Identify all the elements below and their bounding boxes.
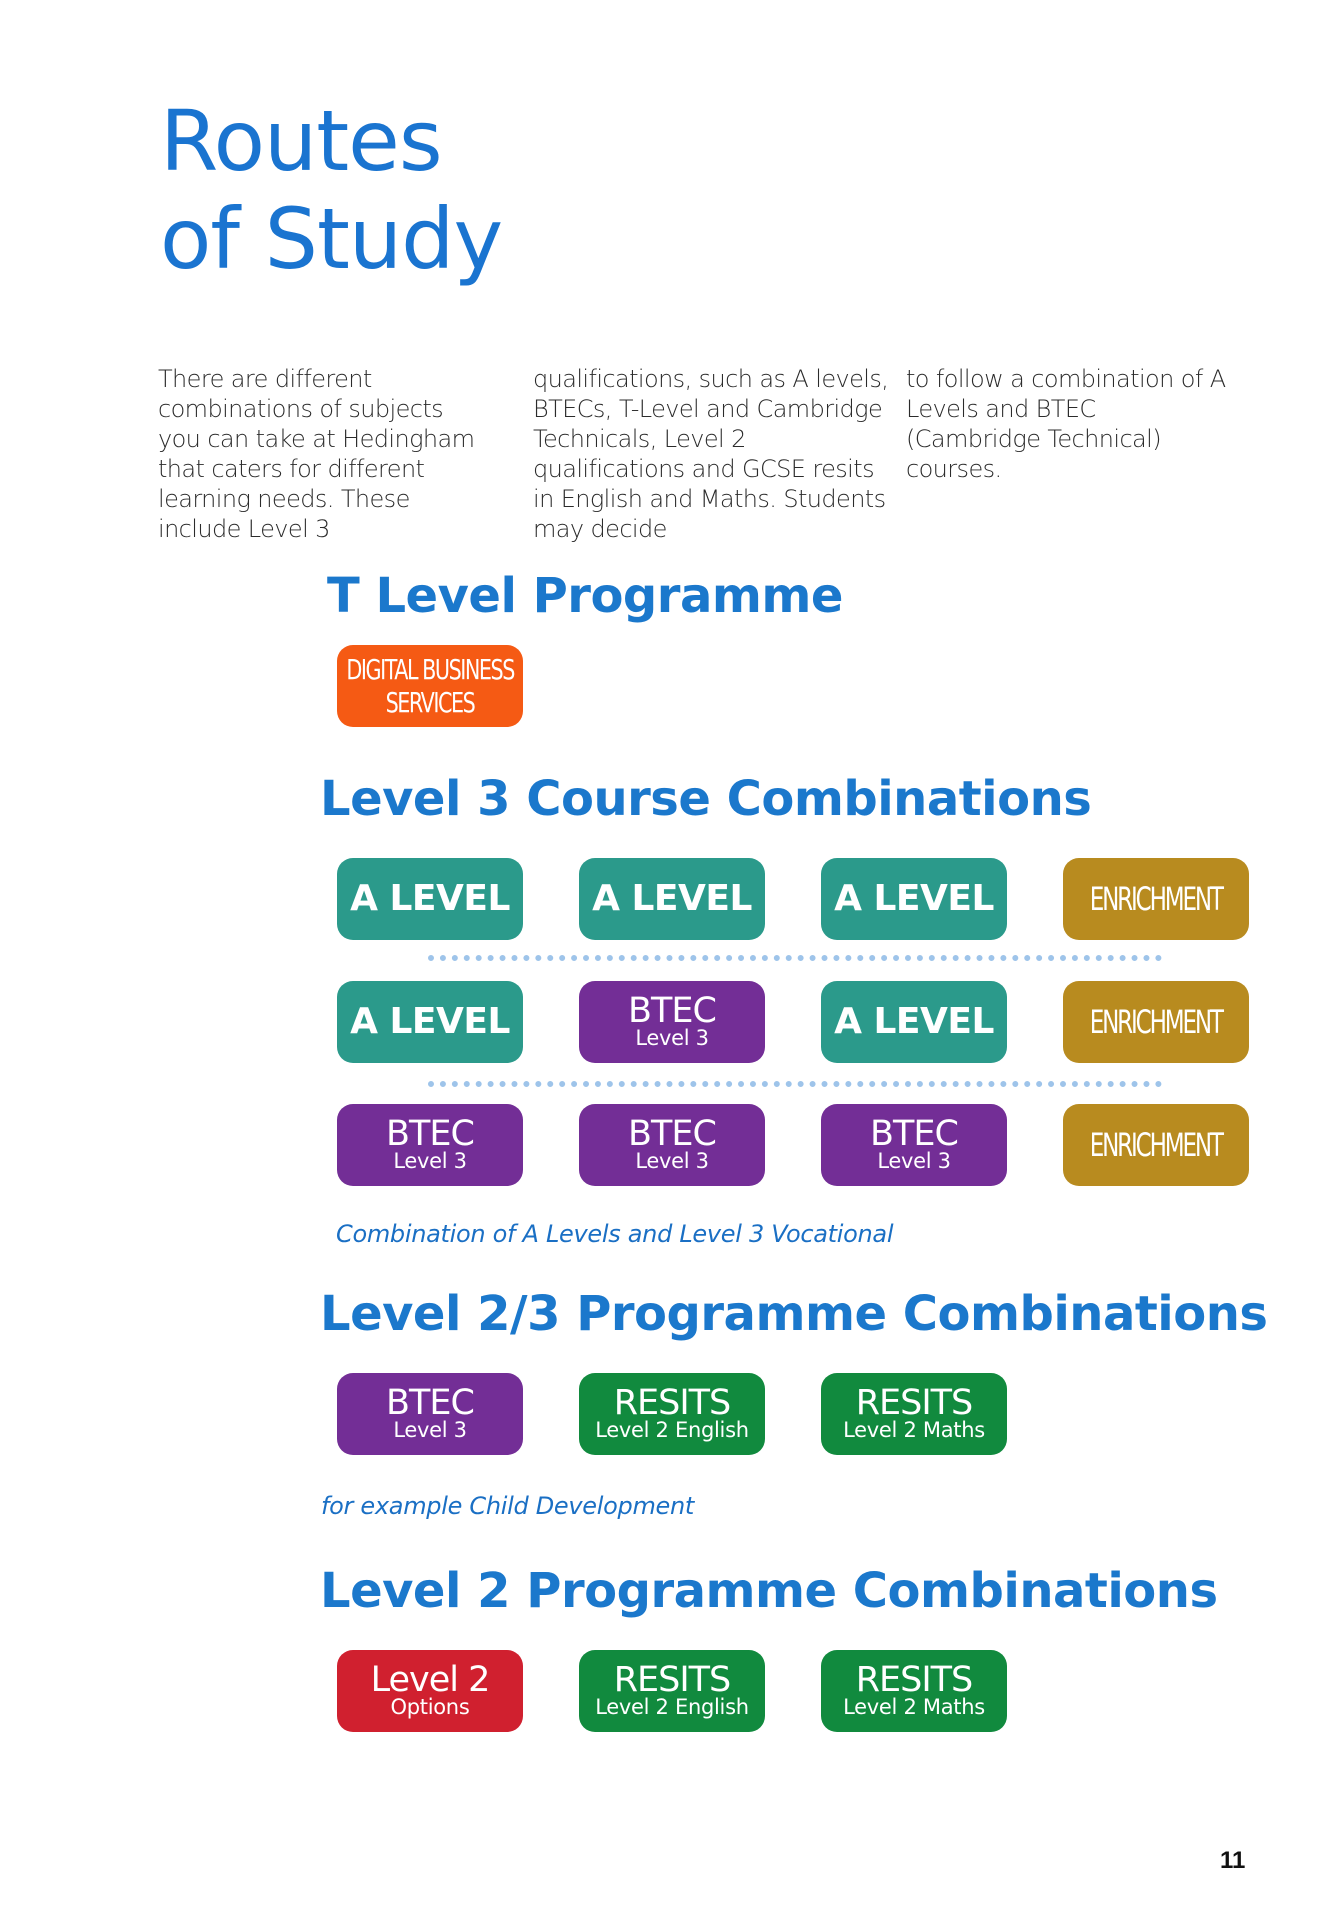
level-2-3-heading: Level 2/3 Programme Combinations [320, 1286, 1268, 1342]
row-divider [428, 955, 1162, 961]
pill-sublabel: Level 3 [635, 1149, 709, 1173]
pill-label-line-1: DIGITAL BUSINESS [346, 653, 514, 686]
pill-label-line-2: SERVICES [385, 686, 475, 719]
enrichment-pill [1063, 858, 1249, 940]
pill-label: A LEVEL [350, 878, 510, 919]
pill-sublabel: Level 3 [393, 1418, 467, 1442]
pill-sublabel: Level 2 Maths [843, 1695, 985, 1719]
pill-label: A LEVEL [834, 878, 994, 919]
page-title [160, 92, 502, 288]
btec-pill [337, 1104, 523, 1186]
t-level-heading: T Level Programme [327, 568, 843, 624]
a-level-pill [579, 858, 765, 940]
pill-label: A LEVEL [350, 1001, 510, 1042]
level-2-options-pill [337, 1650, 523, 1732]
pill-label: BTEC [870, 1114, 958, 1154]
pill-sublabel: Level 2 Maths [843, 1418, 985, 1442]
pill-label: ENRICHMENT [1089, 880, 1223, 918]
intro-column-1: There are different combinations of subjects you can take at Hedingham that caters for different learning needs. These include Level 3 [158, 365, 475, 543]
pill-label: BTEC [628, 1114, 716, 1154]
pill-label: A LEVEL [834, 1001, 994, 1042]
level-3-caption: Combination of A Levels and Level 3 Vocational [336, 1220, 894, 1248]
pill-label: RESITS [855, 1660, 973, 1700]
pill-label: RESITS [613, 1383, 731, 1423]
resits-english-pill [579, 1373, 765, 1455]
pill-label: ENRICHMENT [1089, 1126, 1223, 1164]
pill-label: A LEVEL [592, 878, 752, 919]
a-level-pill [821, 858, 1007, 940]
page-number: 11 [1220, 1847, 1246, 1874]
level-2-3-caption: for example Child Development [321, 1492, 695, 1520]
intro-column-2: qualifications, such as A levels, BTECs, T-Level and Cambridge Technicals, Level 2 qualifications and GCSE resits in English and Maths. Students may decide [533, 365, 889, 543]
pill-label: Level 2 [370, 1660, 490, 1700]
resits-maths-pill [821, 1373, 1007, 1455]
digital-business-services-pill [337, 645, 523, 727]
page-title-line-1: Routes [160, 92, 442, 190]
a-level-pill [821, 981, 1007, 1063]
resits-maths-pill [821, 1650, 1007, 1732]
page-title-line-2: of Study [160, 190, 503, 288]
a-level-pill [337, 858, 523, 940]
intro-column-3: to follow a combination of A Levels and BTEC (Cambridge Technical) courses. [906, 365, 1226, 483]
pill-sublabel: Level 2 English [595, 1695, 749, 1719]
pill-label: BTEC [628, 991, 716, 1031]
btec-pill [337, 1373, 523, 1455]
btec-pill [579, 981, 765, 1063]
enrichment-pill [1063, 981, 1249, 1063]
row-divider [428, 1081, 1162, 1087]
pill-label: BTEC [386, 1114, 474, 1154]
pill-sublabel: Level 3 [393, 1149, 467, 1173]
level-3-heading: Level 3 Course Combinations [320, 771, 1092, 827]
pill-label: BTEC [386, 1383, 474, 1423]
pill-sublabel: Level 3 [635, 1026, 709, 1050]
pill-sublabel: Options [390, 1695, 470, 1719]
btec-pill [821, 1104, 1007, 1186]
pill-sublabel: Level 3 [877, 1149, 951, 1173]
level-2-heading: Level 2 Programme Combinations [320, 1563, 1218, 1619]
pill-label: RESITS [855, 1383, 973, 1423]
pill-sublabel: Level 2 English [595, 1418, 749, 1442]
resits-english-pill [579, 1650, 765, 1732]
pill-label: RESITS [613, 1660, 731, 1700]
a-level-pill [337, 981, 523, 1063]
enrichment-pill [1063, 1104, 1249, 1186]
pill-label: ENRICHMENT [1089, 1003, 1223, 1041]
btec-pill [579, 1104, 765, 1186]
